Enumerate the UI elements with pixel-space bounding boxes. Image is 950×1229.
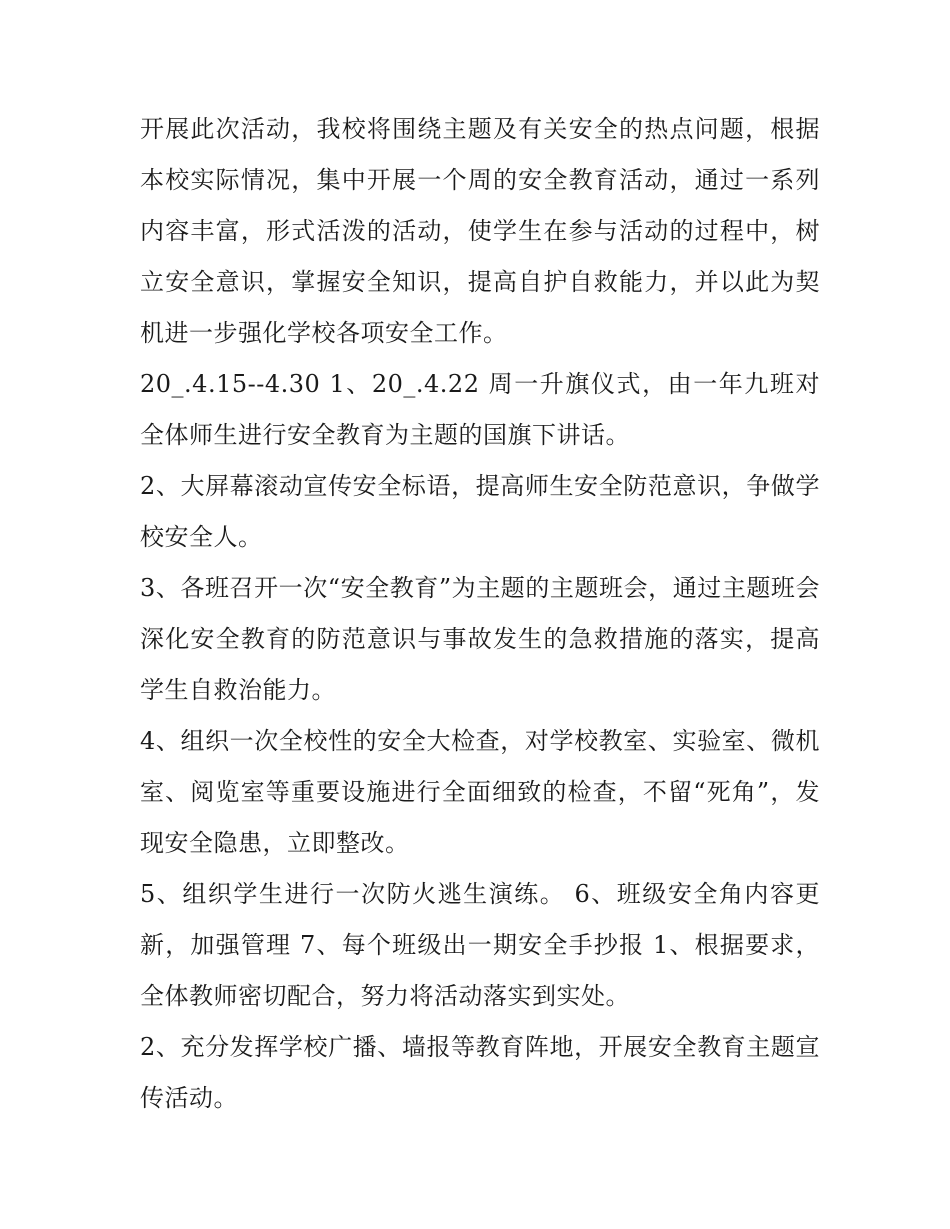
paragraph-item-2: 2、大屏幕滚动宣传安全标语，提高师生安全防范意识，争做学校安全人。 [140,472,820,551]
paragraph-item-1: 20_.4.15--4.30 1、20_.4.22 周一升旗仪式，由一年九班对全体师生进行安全教育为主题的国旗下讲话。 [140,370,820,449]
paragraph-item-3: 3、各班召开一次“安全教育”为主题的主题班会，通过主题班会深化安全教育的防范意识与事故发生的急救措施的落实，提高学生自救治能力。 [140,574,820,704]
paragraph-item-6: 2、充分发挥学校广播、墙报等教育阵地，开展安全教育主题宣传活动。 [140,1033,820,1112]
paragraph-intro: 开展此次活动，我校将围绕主题及有关安全的热点问题，根据本校实际情况，集中开展一个周的安全教育活动，通过一系列内容丰富，形式活泼的活动，使学生在参与活动的过程中，树立安全意识，掌握安全知识，提高自护自救能力，并以此为契机进一步强化学校各项安全工作。 [140,115,820,347]
paragraph-item-4: 4、组织一次全校性的安全大检查，对学校教室、实验室、微机室、阅览室等重要设施进行全面细致的检查，不留“死角”，发现安全隐患，立即整改。 [140,727,820,857]
document-body [140,104,820,1124]
paragraph-item-5: 5、组织学生进行一次防火逃生演练。 6、班级安全角内容更新，加强管理 7、每个班级出一期安全手抄报 1、根据要求，全体教师密切配合，努力将活动落实到实处。 [140,880,820,1010]
